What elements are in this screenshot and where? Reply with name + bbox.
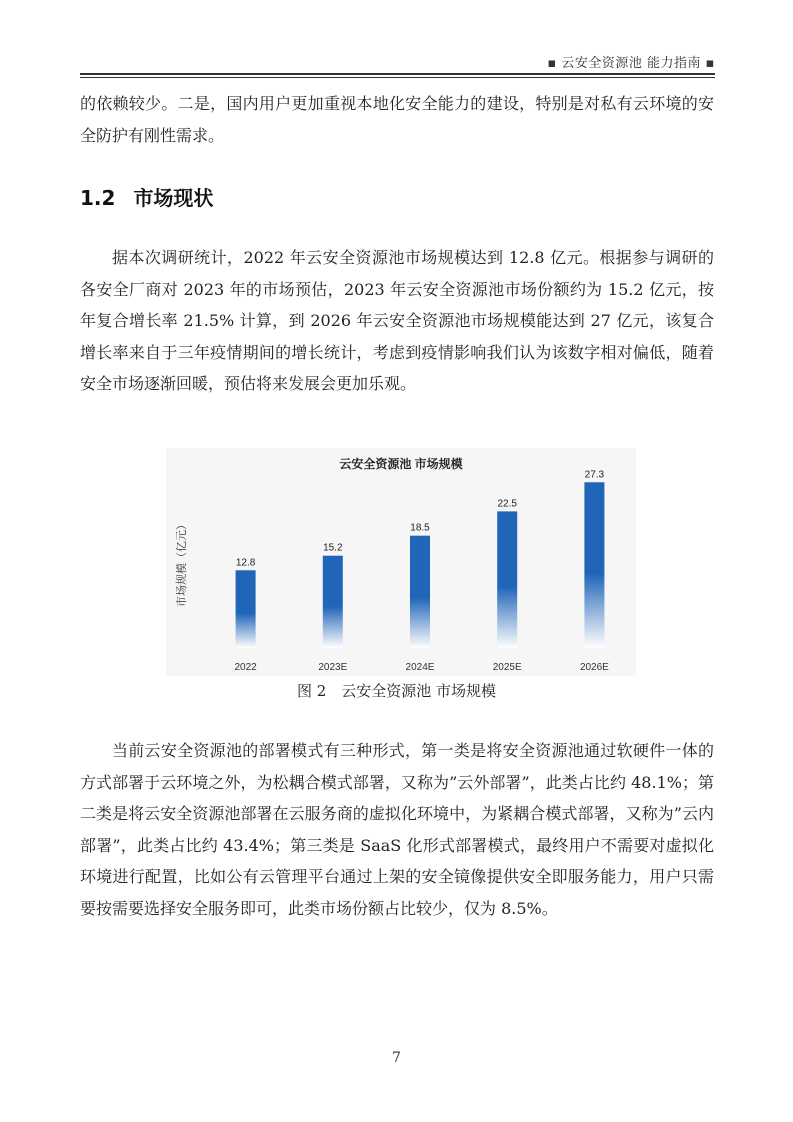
bar-chart-svg bbox=[166, 448, 636, 684]
x-tick-label-2022: 2022 bbox=[234, 662, 257, 673]
header-title: ▪ 云安全资源池 能力指南 ▪ bbox=[547, 56, 715, 71]
paragraph-continuation: 的依赖较少。二是，国内用户更加重视本地化安全能力的建设，特别是对私有云环境的安全防护有刚性需求。 bbox=[80, 94, 714, 145]
bar-2022 bbox=[236, 570, 256, 648]
chart-title: 云安全资源池 市场规模 bbox=[339, 457, 463, 471]
section-title: 市场现状 bbox=[133, 186, 214, 210]
bar-2025E bbox=[497, 511, 517, 648]
page-header bbox=[80, 48, 715, 76]
header-rule-thin bbox=[80, 77, 715, 78]
data-label-2026E: 27.3 bbox=[584, 469, 605, 481]
paragraph-market-size: 据本次调研统计，2022 年云安全资源池市场规模达到 12.8 亿元。根据参与调研的各安全厂商对 2023 年的市场预估，2023 年云安全资源池市场份额约为 15.2 亿元，按年复合增长率 21.5% 计算，到 2026 年云安全资源池市场规模能达到 27 亿元，该复合增长率来自于三年疫情期间的增长统计，考虑到疫情影响我们认为该数字相对偏低，随着安全市场逐渐回暖，预估将来发展会更加乐观。 bbox=[80, 248, 714, 393]
x-tick-label-2024E: 2024E bbox=[405, 662, 435, 673]
page-number: 7 bbox=[392, 1050, 401, 1066]
market-size-chart bbox=[166, 448, 636, 684]
x-tick-label-2023E: 2023E bbox=[318, 662, 348, 673]
x-tick-label-2025E: 2025E bbox=[492, 662, 522, 673]
data-label-2023E: 15.2 bbox=[323, 542, 343, 554]
section-number: 1.2 bbox=[80, 186, 116, 210]
x-tick-label-2026E: 2026E bbox=[579, 662, 609, 673]
data-label-2025E: 22.5 bbox=[497, 498, 517, 510]
bar-2024E bbox=[410, 536, 430, 648]
data-label-2022: 12.8 bbox=[235, 557, 256, 569]
figure-caption: 图 2 云安全资源池 市场规模 bbox=[296, 682, 497, 700]
y-axis-label: 市场规模（亿元） bbox=[176, 519, 188, 607]
paragraph-deployment: 当前云安全资源池的部署模式有三种形式，第一类是将安全资源池通过软硬件一体的方式部署于云环境之外，为松耦合模式部署，又称为”云外部署”，此类占比约 48.1%；第二类是将云安全资源池部署在云服务商的虚拟化环境中，为紧耦合模式部署，又称为”云内部署”，此类占比约 43.4%；第三类是 SaaS 化形式部署模式，最终用户不需要对虚拟化环境进行配置，比如公有云管理平台通过上架的安全镜像提供安全即服务能力，用户只需要按需要选择安全服务即可，此类市场份额占比较少，仅为 8.5%。 bbox=[80, 741, 714, 918]
data-label-2024E: 18.5 bbox=[410, 522, 430, 534]
bar-2023E bbox=[323, 556, 343, 648]
header-rule bbox=[80, 73, 715, 75]
section-heading bbox=[80, 182, 213, 211]
bar-2026E bbox=[584, 482, 604, 648]
